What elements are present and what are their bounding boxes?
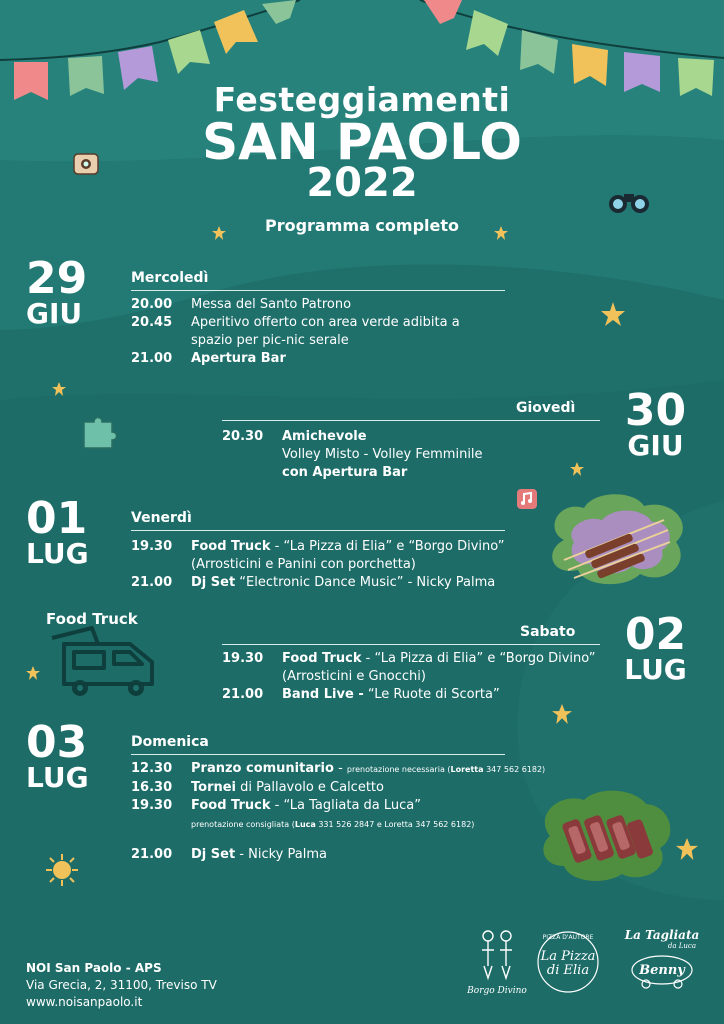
weekday-giovedi: Giovedì [516,400,576,416]
event-row [222,428,602,482]
footer-website[interactable]: www.noisanpaolo.it [26,995,143,1009]
event-time: 16.30 [131,780,173,795]
date-30-giu [608,385,703,462]
event-time: 21.00 [131,847,173,862]
event-title: Food Truck [282,651,362,666]
food-truck-label: Food Truck [46,610,138,628]
event-detail2: (Arrosticini e Gnocchi) [282,669,426,684]
event-title: Amichevole [282,429,367,444]
event-text [282,428,483,482]
event-time: 21.00 [131,575,173,590]
pizza-name: La Pizza di Elia [540,949,596,978]
steak-image [534,786,676,884]
event-note: prenotazione consigliata ( [191,820,295,829]
sponsor-pizza-elia [532,924,604,1000]
event-detail: - “La Tagliata da Luca” [270,798,421,813]
event-text [191,538,505,574]
event-note-name: Luca [294,820,316,829]
skewers-image [544,490,690,586]
event-title: Dj Set [191,847,236,862]
tagliata-name: La Tagliata [624,928,700,942]
footer-org: NOI San Paolo - APS [26,961,162,975]
event-text [191,797,474,834]
title-festeggiamenti: Festeggiamenti [213,80,511,119]
benny-text: Benny [639,963,685,978]
date-day: 02 [624,609,687,660]
pizza-tagline: PIZZA D'AUTORE [542,934,594,941]
event-text [282,650,596,686]
event-title: Pranzo comunitario [191,761,334,776]
sponsor-borgo-divino [466,926,528,1000]
event-text [191,760,545,779]
event-detail2: (Arrosticini e Panini con porchetta) [191,557,416,572]
events-29-giu [131,296,511,368]
event-text: Messa del Santo Patrono [191,297,352,312]
event-detail: - Nicky Palma [235,847,327,862]
event-row [131,538,521,574]
star-icon [26,666,40,680]
event-title: Food Truck [191,539,271,554]
food-truck-icon [44,622,164,702]
star-icon [494,226,508,240]
star-icon [676,838,698,860]
event-time: 21.00 [222,687,264,702]
event-text-line2: spazio per pic-nic serale [191,333,349,348]
sparkle-star-icon [596,298,630,332]
event-text [191,779,384,797]
event-detail: di Pallavolo e Calcetto [236,780,384,795]
event-note-name: Loretta [450,765,484,774]
benny-logo [622,950,702,990]
date-month: LUG [26,537,89,570]
event-detail: - “La Pizza di Elia” e “Borgo Divino” [270,539,505,554]
sun-icon [44,852,80,888]
date-03-lug [26,717,121,794]
binoculars-icon [606,180,652,216]
date-day: 29 [26,253,88,304]
date-month: GIU [26,297,83,330]
event-text-line1: Aperitivo offerto con area verde adibita a [191,315,460,330]
borgo-divino-logo [466,926,528,982]
tagliata-sub: da Luca [667,942,696,950]
date-month: GIU [627,429,684,462]
weekday-domenica: Domenica [131,734,209,750]
sponsor-tagliata [622,928,702,1000]
event-row [131,296,511,314]
date-month: LUG [26,761,89,794]
event-detail: - “La Pizza di Elia” e “Borgo Divino” [361,651,596,666]
divider [131,530,505,531]
footer-address: Via Grecia, 2, 31100, Treviso TV [26,978,217,992]
date-day: 30 [624,385,687,436]
puzzle-icon [80,414,118,450]
event-note-phone: 331 526 2847 e Loretta 347 562 6182) [315,820,475,829]
event-extra: con Apertura Bar [282,465,408,480]
camera-icon [72,150,100,178]
event-text [191,846,327,864]
date-01-lug [26,493,121,570]
event-text [282,686,500,704]
date-day: 03 [26,717,88,768]
event-time: 19.30 [131,539,173,554]
borgo-divino-name: Borgo Divino [467,986,527,996]
weekday-sabato: Sabato [520,624,576,640]
footer [26,960,217,1011]
event-detail: Volley Misto - Volley Femminile [282,447,483,462]
subtitle: Programma completo [264,216,460,235]
event-title: Band Live - [282,687,364,702]
event-detail: “Le Ruote di Scorta” [363,687,500,702]
event-text [191,314,460,350]
event-row [131,314,511,350]
event-detail: “Electronic Dance Music” - Nicky Palma [235,575,496,590]
date-day: 01 [26,493,88,544]
title-san-paolo: SAN PAOLO [202,113,522,171]
date-29-giu [26,253,121,330]
event-time: 12.30 [131,761,173,776]
event-row [131,350,511,368]
event-text: Apertura Bar [191,351,286,366]
divider [222,644,600,645]
events-01-lug [131,538,521,592]
event-row [222,650,612,686]
date-month: LUG [624,653,687,686]
weekday-venerdi: Venerdì [131,510,192,526]
divider [131,290,505,291]
event-title: Food Truck [191,798,271,813]
event-detail: - [333,761,347,776]
event-time: 20.30 [222,429,264,444]
weekday-mercoledi: Mercoledì [131,270,209,286]
event-note: prenotazione necessaria ( [346,765,451,774]
date-02-lug [608,609,703,686]
event-title: Dj Set [191,575,236,590]
event-row [222,686,612,704]
event-text [191,574,495,592]
event-time: 20.45 [131,315,173,330]
event-row [131,797,551,834]
event-time: 20.00 [131,297,173,312]
music-note-icon [516,488,538,510]
events-02-lug [222,650,612,704]
event-time: 21.00 [131,351,173,366]
event-row [131,760,551,779]
title-year: 2022 [306,160,418,206]
event-row [131,574,521,592]
event-note-phone: 347 562 6182) [483,765,546,774]
event-time: 19.30 [222,651,264,666]
event-row [131,779,551,797]
events-03-lug [131,760,551,864]
star-icon [212,226,226,240]
events-30-giu [222,428,602,482]
event-time: 19.30 [131,798,173,813]
star-icon [52,382,66,396]
divider [131,754,505,755]
event-row [131,846,551,864]
divider [222,420,600,421]
event-title: Tornei [191,780,237,795]
star-icon [552,704,572,724]
